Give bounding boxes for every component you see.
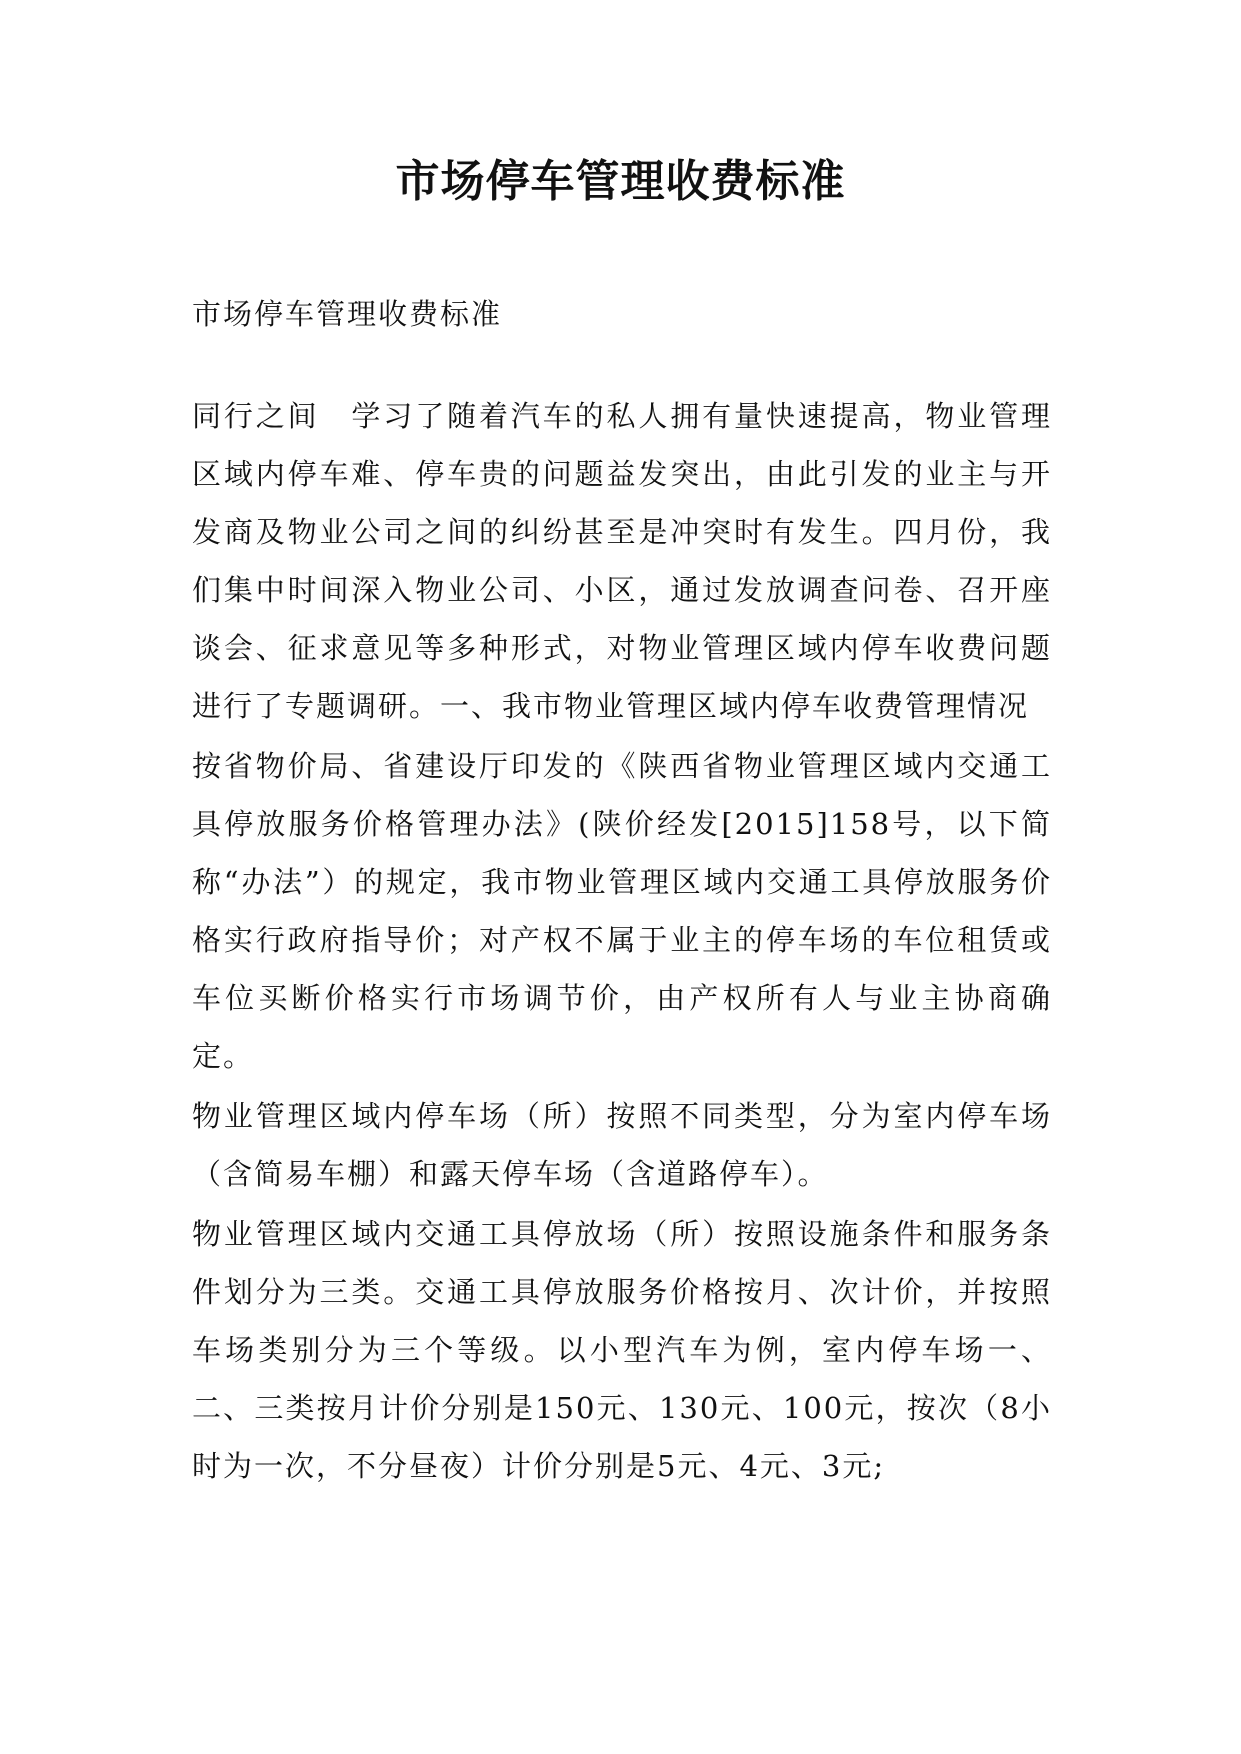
paragraph-pricing: 物业管理区域内交通工具停放场（所）按照设施条件和服务条件划分为三类。交通工具停放服务价格按月、次计价，并按照车场类别分为三个等级。以小型汽车为例，室内停车场一、二、三类按月计价分别是150元、130元、100元，按次（8小时为一次，不分昼夜）计价分别是5元、4元、3元; — [192, 1217, 1052, 1483]
document-title: 市场停车管理收费标准 — [395, 156, 846, 207]
document-body — [192, 285, 1052, 1495]
paragraph-parking-types: 物业管理区域内停车场（所）按照不同类型，分为室内停车场（含简易车棚）和露天停车场（含道路停车）。 — [192, 1099, 1052, 1191]
paragraph-regulation: 按省物价局、省建设厅印发的《陕西省物业管理区域内交通工具停放服务价格管理办法》(陕价经发[2015]158号，以下简称“办法”）的规定，我市物业管理区域内交通工具停放服务价格实行政府指导价；对产权不属于业主的停车场的车位租赁或车位买断价格实行市场调节价，由产权所有人与业主协商确定。 — [192, 749, 1052, 1073]
paragraph-intro: 同行之间 学习了随着汽车的私人拥有量快速提高，物业管理区域内停车难、停车贵的问题益发突出，由此引发的业主与开发商及物业公司之间的纠纷甚至是冲突时有发生。四月份，我们集中时间深入物业公司、小区，通过发放调查问卷、召开座谈会、征求意见等多种形式，对物业管理区域内停车收费问题进行了专题调研。一、我市物业管理区域内停车收费管理情况 — [192, 399, 1052, 723]
document-subtitle: 市场停车管理收费标准 — [192, 297, 503, 331]
